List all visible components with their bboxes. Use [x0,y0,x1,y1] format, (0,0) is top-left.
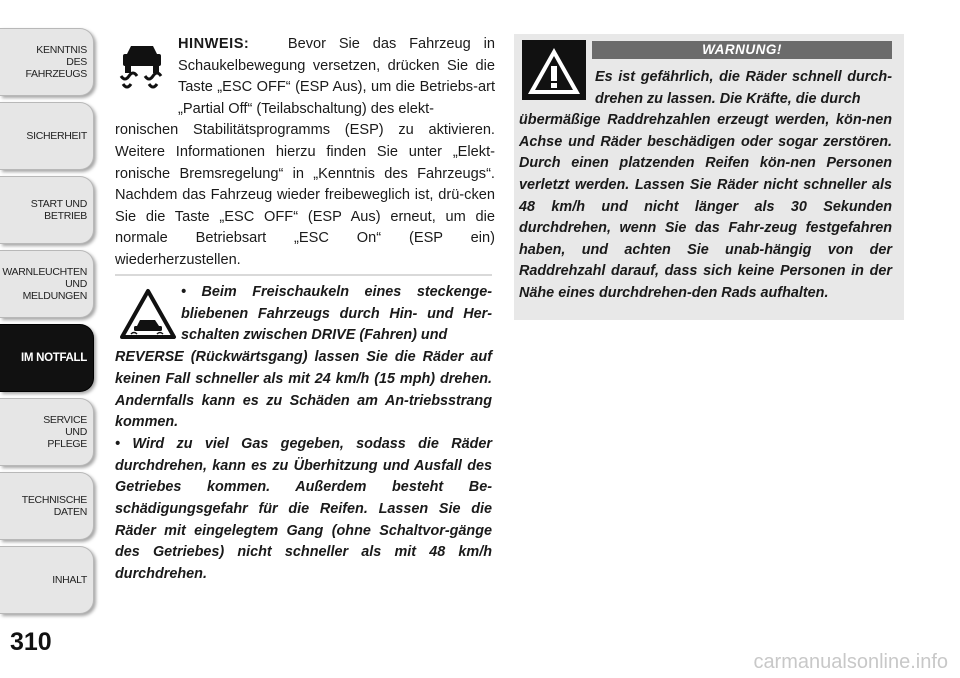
caution-bullet-1-rest: REVERSE (Rückwärtsgang) lassen Sie die Räder auf keinen Fall schneller als mit 24 km/h (15 mph) drehen. Andernfalls kann es zu Schäden am An-triebsstrang kommen. [115,349,492,431]
tab-label [26,130,87,142]
tab-label-line: DES [66,56,87,68]
note-section [115,34,495,272]
caution-triangle-car-icon [119,288,177,340]
tab-inhalt[interactable] [0,546,94,614]
tab-label-line: FAHRZEUGS [25,68,87,80]
tab-label-line: BETRIEB [44,210,87,222]
watermark: carmanualsonline.info [753,651,948,673]
warning-box [514,34,904,320]
tab-warnleuchten-und-meldungen[interactable] [0,250,94,318]
warning-text [514,67,898,305]
tab-label [52,574,87,586]
tab-label-line: UND [65,278,87,290]
note-label: HINWEIS: [178,36,250,52]
tab-label-line: DATEN [53,506,87,518]
tab-service-und-pflege[interactable] [0,398,94,466]
tab-label [26,44,87,80]
tab-kenntnis-des-fahrzeugs[interactable] [0,28,94,96]
tab-sicherheit[interactable] [0,102,94,170]
note-intro [115,34,495,120]
tab-label-line: START UND [30,198,87,210]
tab-label-line: SERVICE [43,414,87,426]
warning-text-rest: übermäßige Raddrehzahlen erzeugt werden, kön-nen Achse und Räder beschädigen oder sogar zerstören. Durch einen platzenden Reifen kön-nen Personen verletzt werden. Lassen Sie Räder nicht schneller als 48 km/h und nicht länger als 30 Sekunden durchdrehen, wenn Sie das Fahr-zeug festgefahren haben, und achten Sie unab-hängig von der Raddrehzahl darauf, dass sich keine Personen in der Nähe eines durchdrehen-den Rads aufhalten. [519,112,892,301]
tab-start-und-betrieb[interactable] [0,176,94,244]
tab-im-notfall[interactable] [0,324,94,392]
tab-technische-daten[interactable] [0,472,94,540]
caution-bullet-1-first: • Beim Freischaukeln eines steckenge-bliebenen Fahrzeugs durch Hin- und Her-schalten zwischen DRIVE (Fahren) und [181,284,492,344]
skid-car-icon [117,42,167,92]
tab-label-line: KENNTNIS [36,44,87,56]
caution-section [115,274,492,586]
page-number: 310 [10,628,52,656]
tab-label-line: PFLEGE [47,438,87,450]
warning-text-first: Es ist gefährlich, die Räder schnell durch-drehen zu lassen. Die Kräfte, die durch [595,69,892,107]
tab-label-line: TECHNISCHE [21,494,87,506]
warning-title: WARNUNG! [592,41,892,59]
tab-label [2,266,87,302]
tab-label-line: MELDUNGEN [22,290,87,302]
note-body: ronischen Stabilitätsprogramms (ESP) zu aktivieren. Weitere Informationen hierzu finden Sie unter „Elekt-ronische Bremsregelung“ in „Kenntnis des Fahrzeugs“. Nachdem das Fahrzeug wieder freibeweglich ist, drü-cken Sie die Taste „ESC OFF“ (ESP Aus) erneut, um die normale Betriebsart „ESC On“ (ESP ein) wiederherzustellen. [115,122,495,268]
tab-label [31,198,87,222]
tab-label [43,414,87,450]
tab-label [21,352,87,364]
tab-label-line: WARNLEUCHTEN [2,266,87,278]
note-intro-text: Bevor Sie das Fahrzeug in Schaukelbewegung versetzen, drücken Sie die Taste „ESC OFF“ (ESP Aus), um die Betriebs-art „Partial Off“ (Teilabschaltung) des elekt- [178,36,495,117]
tab-label-line: IM NOTFALL [21,352,87,364]
tab-label-line: UND [65,426,87,438]
tab-label [22,494,87,518]
caution-bullet-2: • Wird zu viel Gas gegeben, sodass die Räder durchdrehen, kann es zu Überhitzung und Ausfall des Getriebes kommen. Außerdem besteht Be-schädigungsgefahr für die Reifen. Lassen Sie die Räder mit eingelegtem Gang (ohne Schaltvor-gänge des Getriebes) nicht schneller als mit 48 km/h durchdrehen. [115,435,492,583]
tab-label-line: SICHERHEIT [26,130,87,142]
tab-label-line: INHALT [52,574,87,586]
